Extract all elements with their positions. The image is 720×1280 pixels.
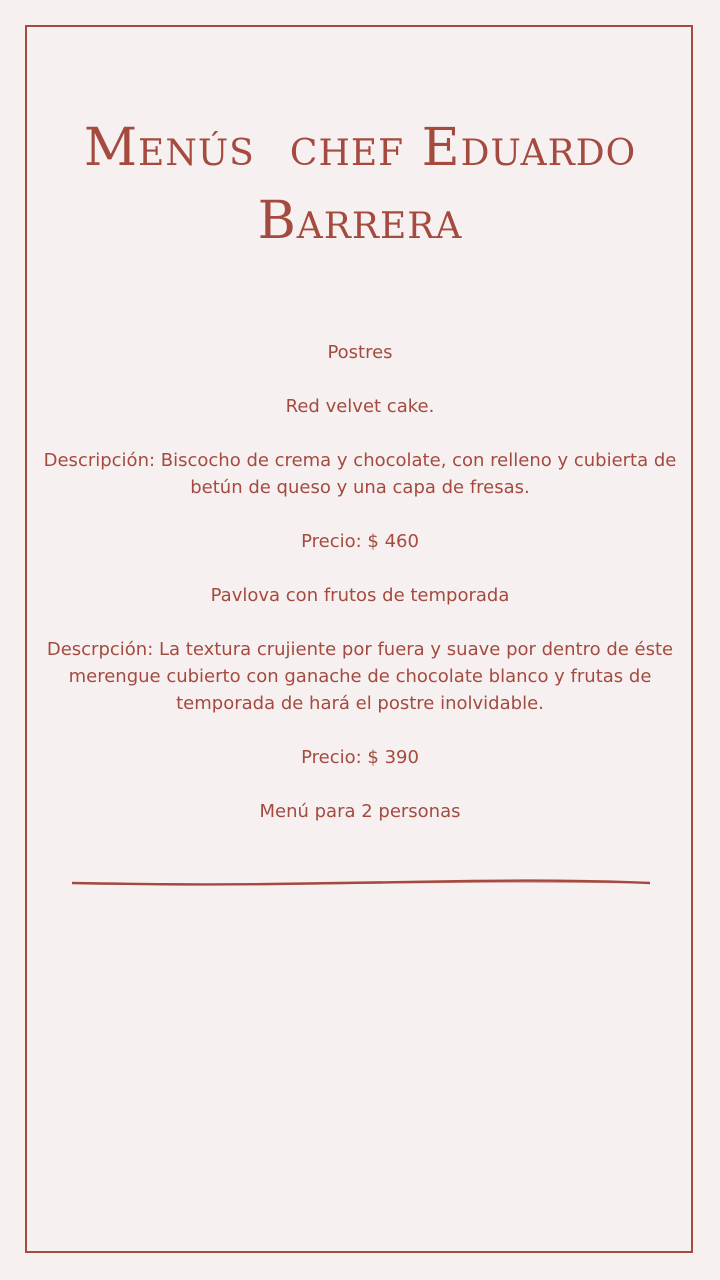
item-price-pavlova: Precio: $ 390 — [301, 747, 419, 768]
section-heading: Postres — [327, 342, 393, 363]
item-description-red-velvet: Descripción: Biscocho de crema y chocolate, con relleno y cubierta de betún de queso y una capa de fresas. — [43, 450, 677, 498]
menu-title-line-1: Menús chef Eduardo — [83, 118, 637, 178]
serving-note: Menú para 2 personas — [259, 801, 461, 822]
item-price-red-velvet: Precio: $ 460 — [301, 531, 419, 552]
item-name-pavlova: Pavlova con frutos de temporada — [210, 585, 510, 606]
menu-title — [0, 112, 720, 258]
brush-divider-line — [72, 874, 650, 890]
menu-title-line-2: Barrera — [257, 191, 463, 251]
item-name-red-velvet: Red velvet cake. — [285, 396, 435, 417]
item-description-pavlova: Descrpción: La textura crujiente por fuera y suave por dentro de éste merengue cubierto con ganache de chocolate blanco y frutas de temporada de hará el postre inolvidable. — [46, 639, 674, 714]
menu-content — [40, 339, 680, 852]
